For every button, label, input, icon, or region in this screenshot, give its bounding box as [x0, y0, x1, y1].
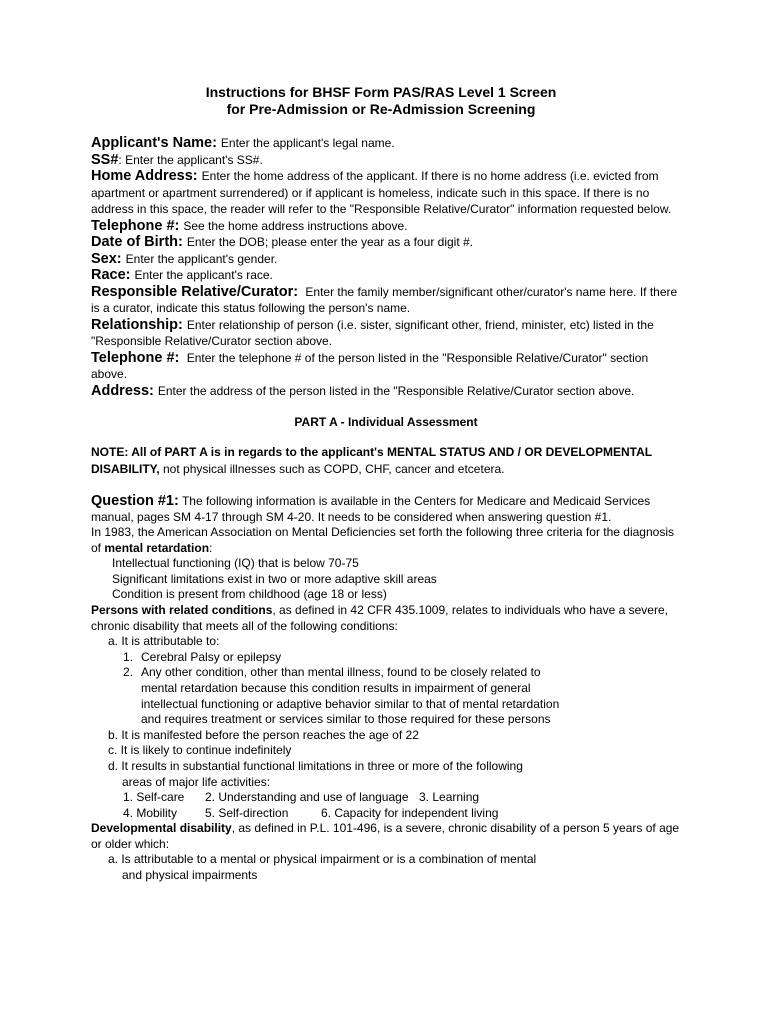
field-telephone: [91, 218, 681, 235]
field-text: Enter the family member/significant other/curator's name here. If there is a curator, indicate this status following the person's name.: [91, 284, 678, 315]
activities-row-1: [123, 790, 681, 806]
sub-text: Cerebral Palsy or epilepsy: [141, 649, 282, 664]
field-label: Relationship:: [91, 316, 183, 333]
related-conditions-text: , as defined in 42 CFR 435.1009, relates to individuals who have a severe, chronic disability that meets all of the following conditions:: [91, 602, 668, 633]
condition-a-sub-1: [123, 650, 681, 666]
field-text: Enter the address of the person listed in the "Responsible Relative/Curator section above.: [157, 383, 635, 398]
sub-number: 1.: [123, 649, 134, 664]
field-date-of-birth: [91, 234, 681, 251]
activity-item: 2. Understanding and use of language: [205, 790, 409, 805]
activity-item: 4. Mobility: [123, 805, 178, 820]
criteria-item: Significant limitations exist in two or more adaptive skill areas: [112, 571, 437, 586]
activity-item: 3. Learning: [419, 790, 480, 805]
document-page: [91, 84, 681, 884]
question-1-intro: [91, 493, 681, 525]
field-ssn: [91, 152, 681, 169]
field-sex: [91, 251, 681, 268]
field-text: Enter the home address of the applicant. If there is no home address (i.e. evicted from apartment or apartment surrendered) or if applicant is homeless, indicate such in this space. If there is no address in this space, the reader will refer to the "Responsible Relative/Curator" information requested below.: [91, 169, 672, 216]
question-text: The following information is available in the Centers for Medicare and Medicaid Services manual, pages SM 4-17 through SM 4-20. It needs to be considered when answering question #1.: [91, 494, 651, 524]
condition-a: a. It is attributable to:: [108, 634, 220, 649]
field-label: Applicant's Name:: [91, 135, 217, 151]
field-relative-address: [91, 383, 681, 400]
developmental-disability-term: Developmental disability: [91, 821, 232, 836]
mental-retardation-term: mental retardation: [104, 540, 210, 555]
field-text: Enter the applicant's legal name.: [220, 136, 395, 150]
related-conditions-paragraph: [91, 603, 681, 634]
field-label: Responsible Relative/Curator:: [91, 283, 299, 300]
criteria-item: Intellectual functioning (IQ) that is below 70-75: [112, 556, 359, 571]
developmental-disability-text: , as defined in P.L. 101-496, is a severe, chronic disability of a person 5 years of age or older which:: [91, 821, 680, 851]
condition-c: c. It is likely to continue indefinitely: [108, 743, 292, 758]
question-label: Question #1:: [91, 493, 179, 509]
field-instructions: [91, 135, 681, 399]
field-text: : Enter the applicant's SS#.: [118, 152, 263, 167]
related-conditions-term: Persons with related conditions: [91, 602, 273, 617]
field-text: Enter the applicant's gender.: [125, 251, 278, 266]
note-rest: not physical illnesses such as COPD, CHF, cancer and etcetera.: [159, 461, 505, 476]
field-relative-telephone: [91, 350, 681, 383]
condition-a-sub-2: [123, 665, 681, 727]
sub-text: Any other condition, other than mental illness, found to be closely related to mental retardation because this condition results in impairment of general intellectual functioning or adaptive behavior similar to that of mental retardation and requires treatment or services similar to those required for these persons: [141, 665, 560, 727]
condition-b: b. It is manifested before the person reaches the age of 22: [108, 727, 419, 742]
title-line-2: for Pre-Admission or Re-Admission Screening: [226, 101, 536, 117]
field-label: Telephone #:: [91, 217, 180, 234]
part-a-heading: PART A - Individual Assessment: [294, 415, 478, 429]
question-1-section: [91, 493, 681, 884]
activity-item: 1. Self-care: [123, 790, 185, 805]
dd-condition-a: a. Is attributable to a mental or physical impairment or is a combination of mental: [108, 852, 537, 867]
field-label: SS#: [91, 151, 119, 168]
field-text: Enter the DOB; please enter the year as a four digit #.: [186, 235, 474, 249]
activities-row-2: [123, 806, 681, 822]
condition-d-continued: areas of major life activities:: [122, 774, 271, 789]
field-label: Address:: [91, 382, 154, 399]
field-label: Race:: [91, 267, 131, 283]
activity-item: 6. Capacity for independent living: [321, 805, 499, 820]
field-label: Date of Birth:: [91, 234, 183, 250]
aamd-post: :: [209, 540, 213, 555]
field-relationship: [91, 317, 681, 350]
part-a-note: [91, 444, 681, 477]
criteria-item: Condition is present from childhood (age 18 or less): [112, 587, 387, 602]
field-label: Home Address:: [91, 168, 198, 184]
field-text: Enter the applicant's race.: [134, 268, 273, 282]
field-text: Enter the telephone # of the person listed in the "Responsible Relative/Curator" section above.: [91, 350, 649, 381]
field-label: Telephone #:: [91, 349, 180, 366]
document-title: [71, 84, 691, 118]
field-applicant-name: [91, 135, 681, 152]
dd-condition-a-continued: and physical impairments: [122, 868, 258, 883]
title-line-1: Instructions for BHSF Form PAS/RAS Level 1 Screen: [205, 84, 557, 100]
field-race: [91, 267, 681, 284]
criteria-list: [112, 556, 681, 603]
developmental-disability-paragraph: [91, 821, 681, 852]
field-text: Enter relationship of person (i.e. sister, significant other, friend, minister, etc) listed in the "Responsible Relative/Curator section above.: [91, 317, 654, 348]
aamd-pre: In 1983, the American Association on Mental Deficiencies set forth the following three criteria for the diagnosis of: [91, 525, 674, 555]
aamd-paragraph: [91, 525, 681, 556]
field-home-address: [91, 168, 681, 218]
field-label: Sex:: [91, 250, 122, 267]
note-bold: NOTE: All of PART A is in regards to the applicant's MENTAL STATUS AND / OR DEVELOPMENTAL DISABILITY,: [91, 445, 652, 476]
condition-d: d. It results in substantial functional limitations in three or more of the following: [108, 758, 523, 773]
sub-number: 2.: [123, 665, 134, 680]
field-text: See the home address instructions above.: [183, 218, 408, 233]
activity-item: 5. Self-direction: [205, 805, 289, 820]
field-responsible-relative: [91, 284, 681, 317]
